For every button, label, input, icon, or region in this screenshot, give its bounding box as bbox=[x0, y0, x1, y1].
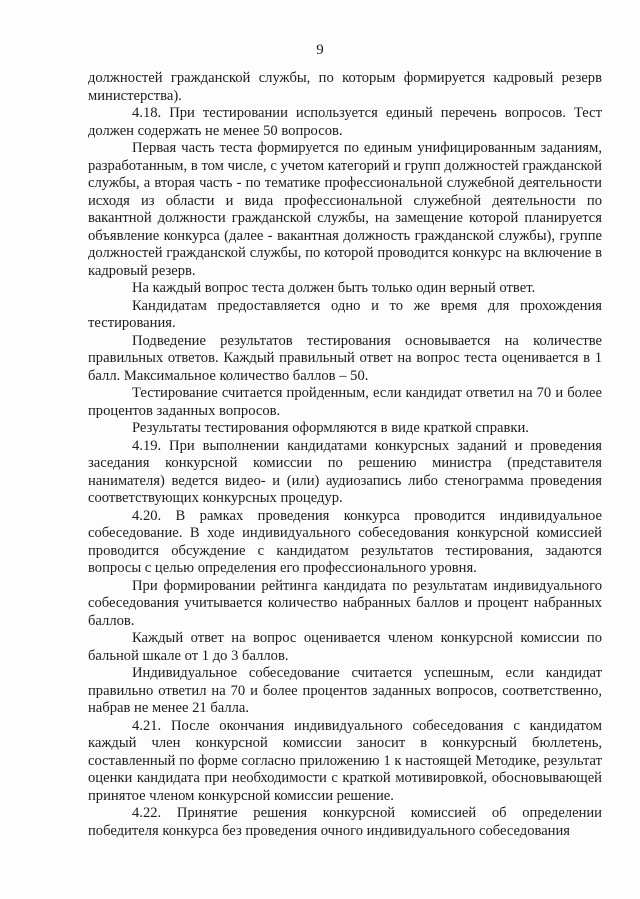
paragraph: При формировании рейтинга кандидата по результатам индивидуального собеседования учитывается количество набранных баллов и процент набранных баллов. bbox=[88, 577, 602, 629]
paragraph: Результаты тестирования оформляются в виде краткой справки. bbox=[132, 420, 529, 436]
paragraph: 4.21. После окончания индивидуального собеседования с кандидатом каждый член конкурсной комиссии заносит в конкурсный бюллетень, составленный по форме согласно приложению 1 к настоящей Методике, результат оценки кандидата при необходимости с краткой мотивировкой, обосновывающей принятое членом конкурсной комиссии решение. bbox=[88, 717, 602, 804]
paragraph: Каждый ответ на вопрос оценивается членом конкурсной комиссии по бальной шкале от 1 до 3 баллов. bbox=[88, 630, 602, 664]
paragraph: Индивидуальное собеседование считается успешным, если кандидат правильно ответил на 70 и более процентов заданных вопросов, соответственно, набрав не менее 21 балла. bbox=[88, 665, 602, 716]
paragraph: Тестирование считается пройденным, если кандидат ответил на 70 и более процентов заданных вопросов. bbox=[88, 385, 602, 419]
paragraph: Подведение результатов тестирования основывается на количестве правильных ответов. Каждый правильный ответ на вопрос теста оценивается в 1 балл. Максимальное количество баллов – 50. bbox=[88, 332, 602, 384]
paragraph: 4.22. Принятие решения конкурсной комиссией об определении победителя конкурса без проведения очного индивидуального собеседования bbox=[88, 805, 602, 839]
body-text bbox=[88, 70, 602, 840]
paragraph: 4.19. При выполнении кандидатами конкурсных заданий и проведения заседания конкурсной комиссии по решению министра (представителя нанимателя) ведется видео- и (или) аудиозапись либо стенограмма проведения соответствующих конкурсных процедур. bbox=[88, 437, 602, 506]
paragraph: 4.18. При тестировании используется единый перечень вопросов. Тест должен содержать не менее 50 вопросов. bbox=[88, 105, 602, 139]
paragraph: должностей гражданской службы, по которым формируется кадровый резерв министерства). bbox=[88, 70, 602, 104]
page-number: 9 bbox=[316, 42, 324, 58]
paragraph: 4.20. В рамках проведения конкурса проводится индивидуальное собеседование. В ходе индивидуального собеседования конкурсной комиссией проводится обсуждение с кандидатом результатов тестирования, задаются вопросы с целью определения его профессионального уровня. bbox=[88, 507, 602, 576]
paragraph: На каждый вопрос теста должен быть только один верный ответ. bbox=[132, 280, 536, 296]
paragraph: Кандидатам предоставляется одно и то же время для прохождения тестирования. bbox=[88, 297, 602, 331]
paragraph: Первая часть теста формируется по единым унифицированным заданиям, разработанным, в том числе, с учетом категорий и групп должностей гражданской службы, а вторая часть - по тематике профессиональной служебной деятельности исходя из области и вида профессиональной служебной деятельности по вакантной должности гражданской службы, на замещение которой планируется объявление конкурса (далее - вакантная должность гражданской службы), группе должностей гражданской службы, по которой проводится конкурс на включение в кадровый резерв. bbox=[88, 140, 602, 279]
